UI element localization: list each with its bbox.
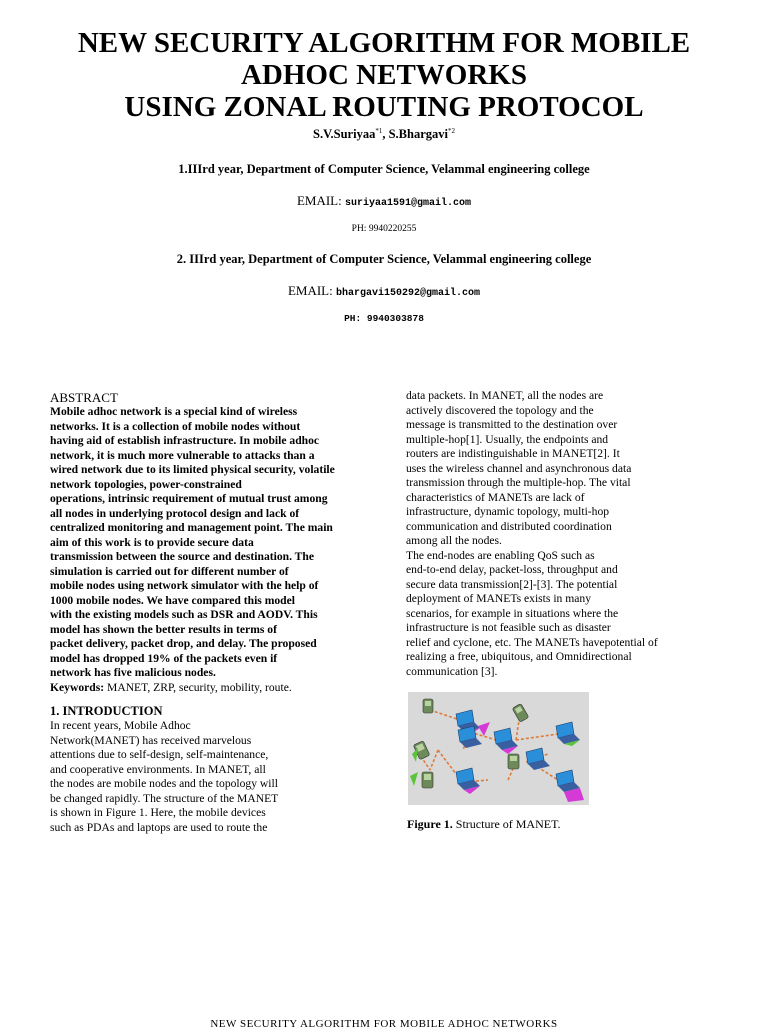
body-line: communication [3]. [406, 664, 498, 678]
intro-line: and cooperative environments. In MANET, all [50, 762, 266, 776]
title-line-3: USING ZONAL ROUTING PROTOCOL [124, 91, 644, 123]
introduction-body [50, 719, 365, 835]
abstract-heading: ABSTRACT [50, 390, 118, 405]
manet-diagram [408, 692, 589, 805]
keywords-text: MANET, ZRP, security, mobility, route. [104, 680, 292, 694]
abstract-line: network topologies, power-constrained [50, 477, 242, 491]
email-line-1 [0, 193, 768, 209]
pda-icon [422, 772, 433, 788]
abstract-line: Mobile adhoc network is a special kind of wireless [50, 405, 298, 418]
phone-2: PH: 9940303878 [344, 313, 424, 324]
figure-manet-structure [408, 692, 589, 805]
affiliation-2: 2. IIIrd year, Department of Computer Science, Velammal engineering college [176, 252, 592, 266]
body-line: multiple-hop[1]. Usually, the endpoints and [406, 432, 609, 446]
body-line: transmission through the multiple-hop. The vital [406, 476, 631, 489]
abstract-body [50, 405, 365, 681]
intro-line: such as PDAs and laptops are used to route the [50, 820, 268, 834]
body-line: relief and cyclone, etc. The MANETs havepotential of [406, 635, 658, 649]
abstract-line: wired network due to its limited physical security, volatile [50, 463, 335, 476]
figure-caption-label: Figure 1. [407, 817, 453, 831]
author-1-affiliation-mark: *1 [375, 127, 383, 135]
author-1: S.V.Suriyaa [313, 127, 376, 142]
intro-line: is shown in Figure 1. Here, the mobile devices [50, 806, 266, 819]
abstract-line: mobile nodes using network simulator with the help of [50, 579, 319, 592]
body-line: The end-nodes are enabling QoS such as [406, 548, 595, 562]
body-line: secure data transmission[2]-[3]. The potential [406, 577, 618, 591]
pda-icon [423, 699, 433, 713]
body-line: data packets. In MANET, all the nodes are [406, 389, 604, 402]
author-list [0, 127, 768, 142]
abstract-line: centralized monitoring and management point. The main [50, 521, 333, 534]
body-line: infrastructure, dynamic topology, multi-hop [406, 505, 610, 518]
author-separator: , [382, 127, 389, 142]
abstract-line: all nodes in underlying protocol design and lack of [50, 506, 300, 520]
email-line-2 [0, 283, 768, 299]
keywords-line [50, 681, 365, 696]
body-line: scenarios, for example in situations where the [406, 606, 619, 620]
right-column [406, 389, 706, 679]
abstract-line: networks. It is a collection of mobile nodes without [50, 419, 301, 433]
affiliation-1: 1.IIIrd year, Department of Computer Science, Velammal engineering college [178, 162, 590, 176]
intro-line: Network(MANET) has received marvelous [50, 733, 252, 747]
abstract-line: 1000 mobile nodes. We have compared this model [50, 593, 295, 607]
abstract-line: model has shown the better results in terms of [50, 622, 277, 636]
intro-line: attentions due to self-design, self-maintenance, [50, 748, 269, 761]
body-line: uses the wireless channel and asynchronous data [406, 461, 632, 475]
abstract-line: with the existing models such as DSR and AODV. This [50, 608, 318, 621]
body-line: actively discovered the topology and the [406, 403, 594, 417]
abstract-line: aim of this work is to provide secure data [50, 535, 254, 549]
body-line: communication and distributed coordination [406, 519, 612, 533]
body-line: realizing a free, ubiquitous, and Omnidirectional [406, 650, 632, 663]
figure-caption [407, 817, 561, 832]
abstract-line: packet delivery, packet drop, and delay. The proposed [50, 637, 317, 650]
keywords-label: Keywords: [50, 680, 105, 694]
intro-line: be changed rapidly. The structure of the MANET [50, 791, 279, 805]
body-line: message is transmitted to the destination over [406, 418, 618, 431]
abstract-line: simulation is carried out for different number of [50, 564, 289, 578]
abstract-line: transmission between the source and destination. The [50, 550, 314, 563]
email-label-1: EMAIL: [296, 193, 342, 208]
abstract-line: operations, intrinsic requirement of mutual trust among [50, 492, 328, 505]
body-line: routers are indistinguishable in MANET[2]. It [406, 447, 620, 460]
author-2-affiliation-mark: *2 [447, 127, 455, 135]
body-line: infrastructure is not feasible such as disaster [406, 621, 611, 634]
left-column [50, 390, 365, 835]
body-line: deployment of MANETs exists in many [406, 592, 591, 605]
page-footer: NEW SECURITY ALGORITHM FOR MOBILE ADHOC NETWORKS [210, 1018, 558, 1030]
body-line: end-to-end delay, packet-loss, throughput and [406, 563, 618, 576]
pda-icon [508, 754, 519, 769]
email-address-1[interactable]: suriyaa1591@gmail.com [345, 198, 472, 209]
email-label-2: EMAIL: [287, 283, 333, 298]
paper-title [0, 27, 768, 123]
abstract-line: having aid of establish infrastructure. In mobile adhoc [50, 434, 320, 447]
intro-line: the nodes are mobile nodes and the topology will [50, 777, 278, 790]
abstract-line: network, it is much more vulnerable to attacks than a [50, 448, 315, 462]
body-line: characteristics of MANETs are lack of [406, 490, 585, 504]
introduction-heading: 1. INTRODUCTION [50, 704, 163, 718]
intro-line: In recent years, Mobile Adhoc [50, 719, 191, 732]
phone-1: PH: 9940220255 [351, 224, 417, 234]
title-line-2: ADHOC NETWORKS [240, 59, 527, 91]
email-address-2[interactable]: bhargavi150292@gmail.com [336, 288, 481, 299]
title-line-1: NEW SECURITY ALGORITHM FOR MOBILE [77, 27, 691, 59]
abstract-line: model has dropped 19% of the packets even if [50, 651, 278, 665]
author-2: S.Bhargavi [388, 127, 448, 142]
figure-caption-text: Structure of MANET. [452, 817, 561, 831]
abstract-line: network has five malicious nodes. [50, 666, 216, 679]
body-line: among all the nodes. [406, 534, 502, 547]
